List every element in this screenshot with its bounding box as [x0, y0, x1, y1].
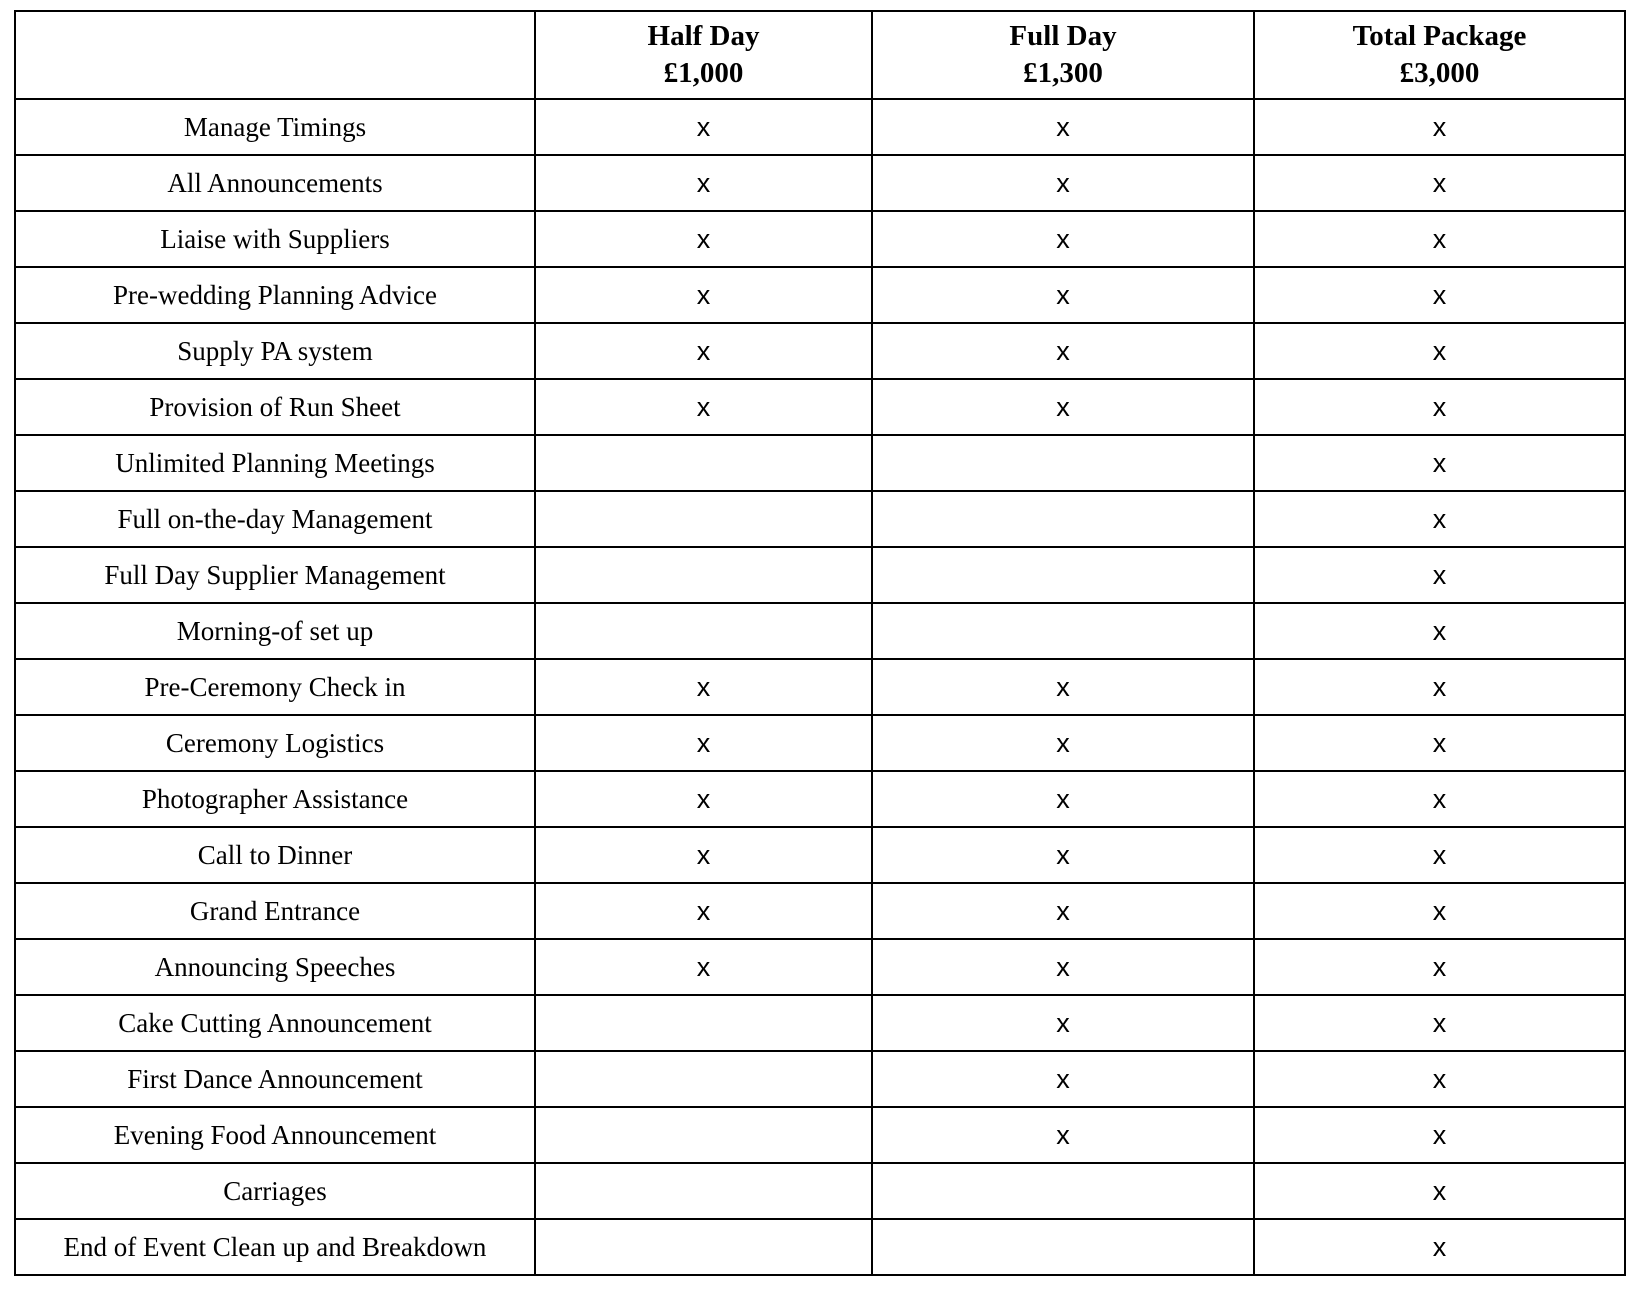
- total-package-mark: x: [1254, 267, 1625, 323]
- table-header: [15, 11, 1625, 99]
- header-blank-cell: [15, 11, 535, 99]
- service-cell: Cake Cutting Announcement: [15, 995, 535, 1051]
- total-package-mark: x: [1254, 1107, 1625, 1163]
- full-day-mark: [872, 1219, 1254, 1275]
- half-day-mark: x: [535, 99, 872, 155]
- half-day-mark: x: [535, 155, 872, 211]
- full-day-mark: [872, 547, 1254, 603]
- table-row: [15, 155, 1625, 211]
- table-row: [15, 491, 1625, 547]
- total-package-mark: x: [1254, 323, 1625, 379]
- total-package-mark: x: [1254, 1219, 1625, 1275]
- half-day-mark: [535, 435, 872, 491]
- full-day-mark: [872, 603, 1254, 659]
- service-cell: First Dance Announcement: [15, 1051, 535, 1107]
- total-package-mark: x: [1254, 995, 1625, 1051]
- total-package-mark: x: [1254, 827, 1625, 883]
- full-day-mark: x: [872, 323, 1254, 379]
- half-day-mark: [535, 1163, 872, 1219]
- service-cell: Morning-of set up: [15, 603, 535, 659]
- half-day-mark: [535, 995, 872, 1051]
- table-row: [15, 435, 1625, 491]
- total-package-mark: x: [1254, 547, 1625, 603]
- full-day-mark: x: [872, 155, 1254, 211]
- table-row: [15, 715, 1625, 771]
- full-day-mark: x: [872, 1051, 1254, 1107]
- package-price: £3,000: [1399, 57, 1480, 89]
- table-body: [15, 99, 1625, 1275]
- total-package-mark: x: [1254, 211, 1625, 267]
- service-cell: Evening Food Announcement: [15, 1107, 535, 1163]
- package-price: £1,000: [663, 57, 744, 89]
- half-day-mark: [535, 1219, 872, 1275]
- total-package-mark: x: [1254, 771, 1625, 827]
- service-cell: Pre-wedding Planning Advice: [15, 267, 535, 323]
- header-half-day: [535, 11, 872, 99]
- total-package-mark: x: [1254, 715, 1625, 771]
- service-cell: Provision of Run Sheet: [15, 379, 535, 435]
- service-cell: Full on-the-day Management: [15, 491, 535, 547]
- full-day-mark: x: [872, 379, 1254, 435]
- total-package-mark: x: [1254, 155, 1625, 211]
- table-row: [15, 883, 1625, 939]
- half-day-mark: [535, 603, 872, 659]
- half-day-mark: x: [535, 827, 872, 883]
- service-cell: Full Day Supplier Management: [15, 547, 535, 603]
- full-day-mark: x: [872, 939, 1254, 995]
- service-cell: Grand Entrance: [15, 883, 535, 939]
- half-day-mark: x: [535, 883, 872, 939]
- table-row: [15, 827, 1625, 883]
- total-package-mark: x: [1254, 379, 1625, 435]
- full-day-mark: x: [872, 99, 1254, 155]
- full-day-mark: x: [872, 659, 1254, 715]
- table-row: [15, 1051, 1625, 1107]
- package-name: Half Day: [647, 20, 760, 52]
- header-full-day: [872, 11, 1254, 99]
- table-row: [15, 771, 1625, 827]
- header-row: [15, 11, 1625, 99]
- total-package-mark: x: [1254, 603, 1625, 659]
- total-package-mark: x: [1254, 491, 1625, 547]
- half-day-mark: x: [535, 659, 872, 715]
- total-package-mark: x: [1254, 1163, 1625, 1219]
- package-name: Total Package: [1352, 20, 1527, 52]
- half-day-mark: [535, 1107, 872, 1163]
- full-day-mark: x: [872, 267, 1254, 323]
- service-cell: All Announcements: [15, 155, 535, 211]
- half-day-mark: [535, 547, 872, 603]
- table-row: [15, 323, 1625, 379]
- full-day-mark: x: [872, 1107, 1254, 1163]
- half-day-mark: x: [535, 267, 872, 323]
- half-day-mark: x: [535, 379, 872, 435]
- half-day-mark: x: [535, 211, 872, 267]
- package-comparison-table: [14, 10, 1626, 1276]
- total-package-mark: x: [1254, 939, 1625, 995]
- half-day-mark: x: [535, 939, 872, 995]
- table-row: [15, 211, 1625, 267]
- total-package-mark: x: [1254, 99, 1625, 155]
- service-cell: Pre-Ceremony Check in: [15, 659, 535, 715]
- full-day-mark: x: [872, 771, 1254, 827]
- table-row: [15, 1163, 1625, 1219]
- total-package-mark: x: [1254, 659, 1625, 715]
- service-cell: Manage Timings: [15, 99, 535, 155]
- full-day-mark: x: [872, 827, 1254, 883]
- table-row: [15, 99, 1625, 155]
- table-row: [15, 379, 1625, 435]
- full-day-mark: [872, 491, 1254, 547]
- service-cell: Unlimited Planning Meetings: [15, 435, 535, 491]
- full-day-mark: x: [872, 715, 1254, 771]
- service-cell: End of Event Clean up and Breakdown: [15, 1219, 535, 1275]
- table-row: [15, 603, 1625, 659]
- service-cell: Call to Dinner: [15, 827, 535, 883]
- half-day-mark: x: [535, 323, 872, 379]
- service-cell: Photographer Assistance: [15, 771, 535, 827]
- service-cell: Supply PA system: [15, 323, 535, 379]
- table-row: [15, 547, 1625, 603]
- full-day-mark: [872, 435, 1254, 491]
- full-day-mark: x: [872, 995, 1254, 1051]
- full-day-mark: [872, 1163, 1254, 1219]
- package-price: £1,300: [1023, 57, 1103, 89]
- header-total-package: [1254, 11, 1625, 99]
- table-row: [15, 1107, 1625, 1163]
- full-day-mark: x: [872, 883, 1254, 939]
- table-row: [15, 267, 1625, 323]
- half-day-mark: [535, 491, 872, 547]
- half-day-mark: x: [535, 715, 872, 771]
- service-cell: Carriages: [15, 1163, 535, 1219]
- table-row: [15, 995, 1625, 1051]
- half-day-mark: x: [535, 771, 872, 827]
- table-row: [15, 1219, 1625, 1275]
- total-package-mark: x: [1254, 1051, 1625, 1107]
- half-day-mark: [535, 1051, 872, 1107]
- service-cell: Liaise with Suppliers: [15, 211, 535, 267]
- full-day-mark: x: [872, 211, 1254, 267]
- service-cell: Announcing Speeches: [15, 939, 535, 995]
- table-row: [15, 659, 1625, 715]
- package-name: Full Day: [1009, 20, 1117, 52]
- total-package-mark: x: [1254, 435, 1625, 491]
- service-cell: Ceremony Logistics: [15, 715, 535, 771]
- table-row: [15, 939, 1625, 995]
- total-package-mark: x: [1254, 883, 1625, 939]
